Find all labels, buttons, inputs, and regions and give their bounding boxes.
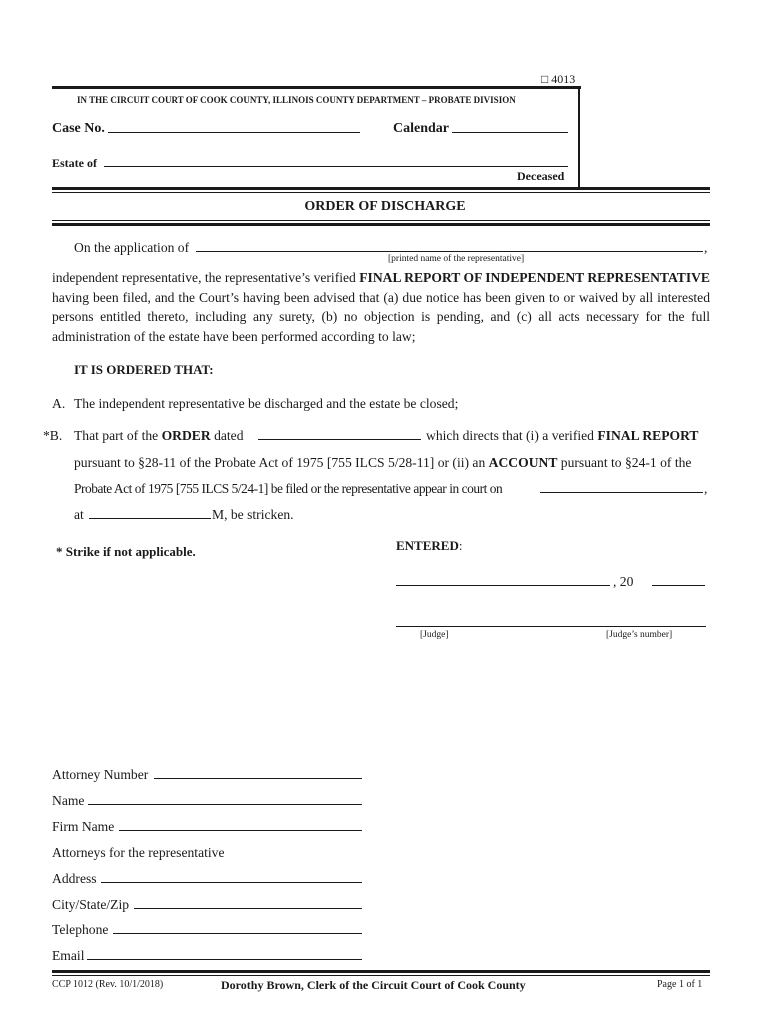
item-a-text: The independent representative be discharged and the estate be closed; bbox=[74, 396, 459, 411]
title-rule-bottom-1 bbox=[52, 220, 710, 221]
footer-form-id: CCP 1012 (Rev. 10/1/2018) bbox=[52, 979, 164, 990]
header-top-rule bbox=[52, 86, 581, 89]
body-text-1: independent representative, the representative’s verified bbox=[52, 270, 360, 285]
email-field[interactable] bbox=[87, 959, 362, 960]
item-b-line-4-end: M, be stricken. bbox=[212, 507, 294, 522]
item-b-line-3-comma: , bbox=[704, 481, 708, 496]
attorney-number-field[interactable] bbox=[154, 778, 362, 779]
item-b-line-3: Probate Act of 1975 [755 ILCS 5/24-1] be filed or the representative appear in court on bbox=[74, 481, 503, 496]
attorney-number-label: Attorney Number bbox=[52, 767, 149, 782]
title-rule-top-2 bbox=[52, 192, 710, 193]
title-rule-top-1 bbox=[52, 187, 710, 190]
deceased-label: Deceased bbox=[517, 169, 565, 183]
calendar-label: Calendar bbox=[393, 121, 449, 136]
calendar-field[interactable] bbox=[452, 132, 568, 133]
form-number: □ 4013 bbox=[541, 72, 576, 86]
attorney-name-field[interactable] bbox=[88, 804, 362, 805]
item-b-line-1-end: which directs that (i) a verified FINAL REPORT bbox=[426, 428, 699, 443]
final-report-title: FINAL REPORT OF INDEPENDENT REPRESENTATIVE bbox=[359, 270, 710, 285]
city-state-zip-field[interactable] bbox=[134, 908, 362, 909]
application-comma: , bbox=[704, 240, 708, 255]
case-number-label: Case No. bbox=[52, 121, 105, 136]
item-a-marker: A. bbox=[52, 396, 66, 411]
telephone-label: Telephone bbox=[52, 922, 109, 937]
estate-label: Estate of bbox=[52, 156, 97, 170]
title-rule-bottom-2 bbox=[52, 223, 710, 226]
header-right-border bbox=[578, 86, 580, 188]
city-state-zip-label: City/State/Zip bbox=[52, 897, 130, 912]
document-title: ORDER OF DISCHARGE bbox=[304, 199, 466, 214]
item-b-line-2: pursuant to §28-11 of the Probate Act of 1975 [755 ILCS 5/28-11] or (ii) an ACCOUNT pursuant to §24-1 of the bbox=[74, 455, 692, 470]
representative-name-field[interactable] bbox=[196, 251, 703, 252]
judge-number-caption: [Judge’s number] bbox=[606, 630, 673, 640]
footer-page-number: Page 1 of 1 bbox=[657, 979, 703, 990]
footer-rule-1 bbox=[52, 970, 710, 973]
entered-year-prefix: , 20 bbox=[613, 574, 634, 589]
representative-name-caption: [printed name of the representative] bbox=[388, 254, 525, 264]
attorneys-for-label: Attorneys for the representative bbox=[52, 845, 225, 860]
telephone-field[interactable] bbox=[113, 933, 362, 934]
body-text-2: having been filed, and the Court’s having been advised that (a) due notice has been given to or waived by all interested persons entitled thereto, including any surety, (b) no objection is pending, and (c) all acts necessary for the full administration of the estate have been performed according to law; bbox=[52, 289, 710, 344]
court-header: IN THE CIRCUIT COURT OF COOK COUNTY, ILLINOIS COUNTY DEPARTMENT – PROBATE DIVISION bbox=[77, 95, 516, 105]
judge-caption: [Judge] bbox=[420, 630, 449, 640]
footer-clerk: Dorothy Brown, Clerk of the Circuit Court of Cook County bbox=[221, 978, 526, 992]
firm-name-label: Firm Name bbox=[52, 819, 115, 834]
item-b-at-label: at bbox=[74, 507, 84, 522]
judge-signature-field[interactable] bbox=[396, 626, 706, 627]
court-appearance-date-field[interactable] bbox=[540, 492, 703, 493]
item-b-marker: *B. bbox=[43, 428, 63, 443]
footer-rule-2 bbox=[52, 975, 710, 976]
entered-year-field[interactable] bbox=[652, 585, 705, 586]
address-field[interactable] bbox=[101, 882, 362, 883]
ordered-heading: IT IS ORDERED THAT: bbox=[74, 362, 214, 377]
firm-name-field[interactable] bbox=[119, 830, 362, 831]
attorney-name-label: Name bbox=[52, 793, 85, 808]
strike-note: * Strike if not applicable. bbox=[56, 544, 196, 559]
application-lead: On the application of bbox=[74, 240, 190, 255]
order-date-field[interactable] bbox=[258, 439, 421, 440]
entered-label: ENTERED: bbox=[396, 538, 463, 553]
case-number-field[interactable] bbox=[108, 132, 360, 133]
estate-name-field[interactable] bbox=[104, 166, 568, 167]
entered-date-field[interactable] bbox=[396, 585, 610, 586]
address-label: Address bbox=[52, 871, 97, 886]
item-b-line-1-start: That part of the ORDER dated bbox=[74, 428, 244, 443]
email-label: Email bbox=[52, 948, 85, 963]
appearance-time-field[interactable] bbox=[89, 518, 211, 519]
order-body-paragraph bbox=[52, 268, 710, 346]
